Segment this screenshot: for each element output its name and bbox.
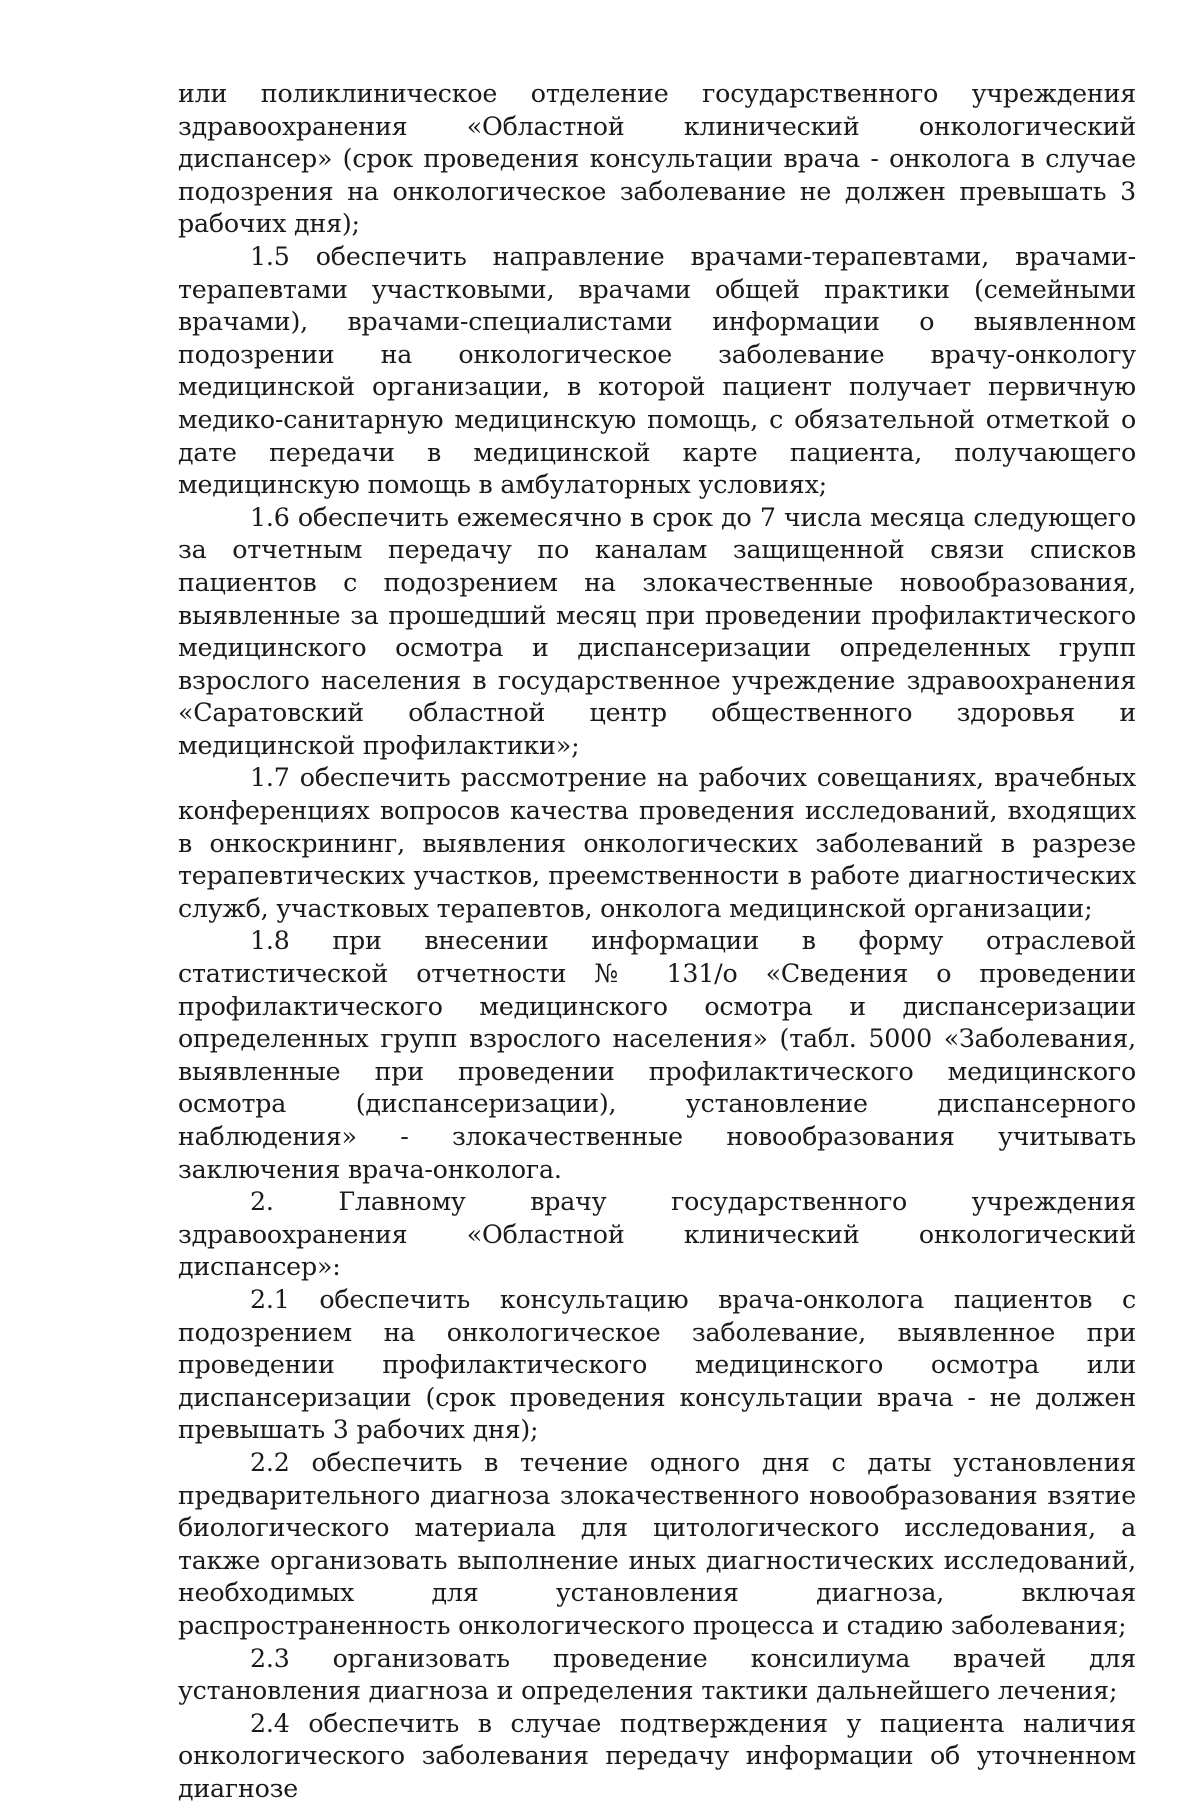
paragraph-continuation: или поликлиническое отделение государственного учреждения здравоохранения «Областной клинический онкологический диспансер» (срок проведения консультации врача - онколога в случае подозрения на онкологическое заболевание не должен превышать 3 рабочих дня); [178,79,1136,239]
paragraph-1-8: 1.8 при внесении информации в форму отраслевой статистической отчетности № 131/о «Сведения о проведении профилактического медицинского осмотра и диспансеризации определенных групп взрослого населения» (табл. 5000 «Заболевания, выявленные при проведении профилактического медицинского осмотра (диспансеризации), установление диспансерного наблюдения» - злокачественные новообразования учитывать заключения врача-онколога. [178,926,1136,1184]
paragraph-2-1: 2.1 обеспечить консультацию врача-онколога пациентов с подозрением на онкологическое заболевание, выявленное при проведении профилактического медицинского осмотра или диспансеризации (срок проведения консультации врача - не должен превышать 3 рабочих дня); [178,1284,1136,1445]
paragraph-2-3: 2.3 организовать проведение консилиума врачей для установления диагноза и определения тактики дальнейшего лечения; [178,1643,1136,1706]
document-page [178,78,1136,1805]
paragraph-2-2: 2.2 обеспечить в течение одного дня с даты установления предварительного диагноза злокачественного новообразования взятие биологического материала для цитологического исследования, а также организовать выполнение иных диагностических исследований, необходимых для установления диагноза, включая распространенность онкологического процесса и стадию заболевания; [178,1447,1136,1640]
paragraph-1-6: 1.6 обеспечить ежемесячно в срок до 7 числа месяца следующего за отчетным передачу по каналам защищенной связи списков пациентов с подозрением на злокачественные новообразования, выявленные за прошедший месяц при проведении профилактического медицинского осмотра и диспансеризации определенных групп взрослого населения в государственное учреждение здравоохранения «Саратовский областной центр общественного здоровья и медицинской профилактики»; [178,502,1136,760]
paragraph-2-4: 2.4 обеспечить в случае подтверждения у пациента наличия онкологического заболевания передачу информации об уточненном диагнозе [178,1708,1136,1803]
paragraph-1-5: 1.5 обеспечить направление врачами-терапевтами, врачами-терапевтами участковыми, врачами общей практики (семейными врачами), врачами-специалистами информации о выявленном подозрении на онкологическое заболевание врачу-онкологу медицинской организации, в которой пациент получает первичную медико-санитарную медицинскую помощь, с обязательной отметкой о дате передачи в медицинской карте пациента, получающего медицинскую помощь в амбулаторных условиях; [178,241,1136,500]
paragraph-2: 2. Главному врачу государственного учреждения здравоохранения «Областной клинический онкологический диспансер»: [178,1187,1136,1282]
paragraph-1-7: 1.7 обеспечить рассмотрение на рабочих совещаниях, врачебных конференциях вопросов качества проведения исследований, входящих в онкоскрининг, выявления онкологических заболеваний в разрезе терапевтических участков, преемственности в работе диагностических служб, участковых терапевтов, онколога медицинской организации; [178,763,1136,923]
